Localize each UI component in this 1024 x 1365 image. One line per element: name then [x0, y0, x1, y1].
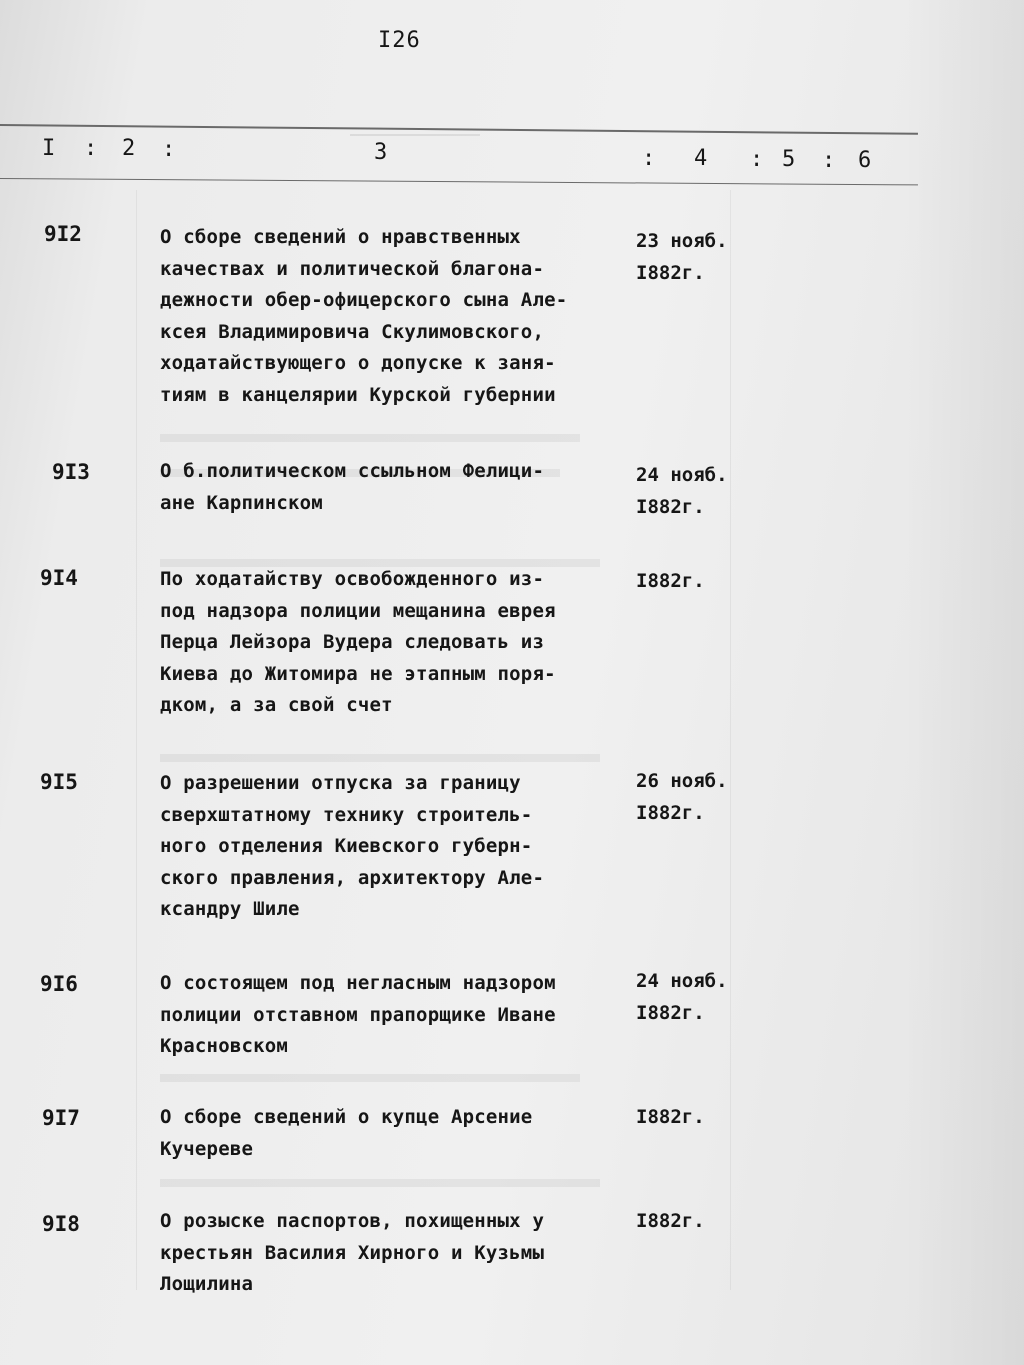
column-header-6: 6	[858, 148, 872, 173]
column-separator: :	[750, 147, 764, 172]
entry-date: 26 нояб. I882г.	[636, 770, 728, 824]
column-header-4: 4	[694, 146, 708, 171]
header-bottom-rule	[0, 178, 918, 185]
column-header-3: 3	[374, 140, 388, 165]
column-separator: :	[642, 146, 656, 171]
column-separator: :	[822, 148, 836, 173]
entry-date: 23 нояб. I882г.	[636, 230, 728, 284]
page-number: I26	[378, 28, 421, 53]
column-header-2: 2	[122, 136, 136, 161]
entry-number: 9I7	[42, 1106, 80, 1130]
entry-description: По ходатайству освобожденного из- под надзора полиции мещанина еврея Перца Лейзора Вудера следовать из Киева до Житомира не этапным поря- дком, а за свой счет	[160, 568, 556, 716]
entry-number: 9I5	[40, 770, 78, 794]
entry-number: 9I8	[42, 1212, 80, 1236]
column-header-1: I	[42, 136, 56, 161]
entry-description: О б.политическом ссыльном Фелици- ане Карпинском	[160, 460, 545, 514]
entry-date: 24 нояб. I882г.	[636, 464, 728, 518]
entry-date: I882г.	[636, 1210, 705, 1232]
entry-description: О розыске паспортов, похищенных у крестьян Василия Хирного и Кузьмы Лощилина	[160, 1210, 545, 1295]
entry-date: I882г.	[636, 570, 705, 592]
entry-description: О сборе сведений о нравственных качествах и политической благона- дежности обер-офицерского сына Але- ксея Владимировича Скулимовского, ходатайствующего о допуске к заня- тиям в канцелярии Курской губернии	[160, 226, 568, 406]
entry-description: О сборе сведений о купце Арсение Кучереве	[160, 1106, 533, 1160]
entry-number: 9I6	[40, 972, 78, 996]
column-separator: :	[162, 137, 176, 162]
entry-description: О состоящем под негласным надзором полиции отставном прапорщике Иване Красновском	[160, 972, 556, 1057]
page-shadow	[904, 0, 1024, 1365]
entry-date: I882г.	[636, 1106, 705, 1128]
entry-description: О разрешении отпуска за границу сверхштатному технику строитель- ного отделения Киевского губерн- ского правления, архитектору Але- ксандру Шиле	[160, 772, 545, 920]
column-header-5: 5	[782, 147, 796, 172]
entry-number: 9I3	[52, 460, 90, 484]
entry-date: 24 нояб. I882г.	[636, 970, 728, 1024]
column-separator: :	[84, 136, 98, 161]
entry-number: 9I4	[40, 566, 78, 590]
entry-number: 9I2	[44, 222, 82, 246]
